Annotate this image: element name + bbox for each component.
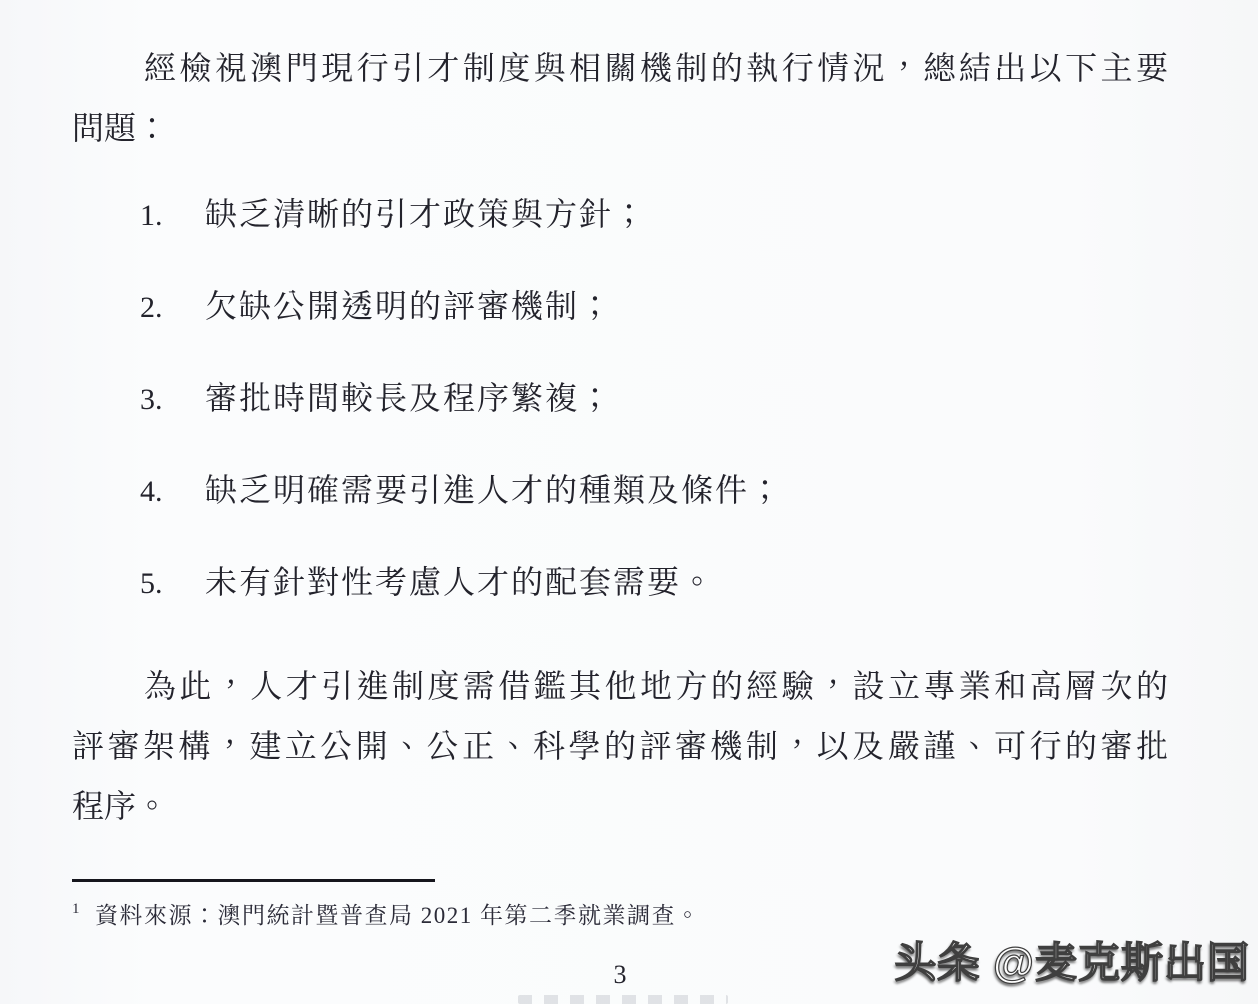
issue-number: 1.: [140, 199, 163, 232]
conclusion-line-2: 評審架構，建立公開、公正、科學的評審機制，以及嚴謹、可行的審批: [72, 728, 1168, 764]
conclusion-line-3: 程序。: [72, 788, 169, 824]
footnote-text: 資料來源：澳門統計暨普查局 2021 年第二季就業調查。: [95, 903, 701, 928]
issue-number: 3.: [140, 383, 163, 416]
issue-text: 缺乏清晰的引才政策與方針；: [205, 196, 648, 232]
intro-line-1: 經檢視澳門現行引才制度與相關機制的執行情況，總結出以下主要: [144, 50, 1168, 86]
footnote-divider: [72, 879, 435, 882]
text-column: [72, 38, 1168, 990]
issue-list: [72, 192, 1168, 606]
conclusion-paragraph: [72, 656, 1168, 836]
issue-number: 2.: [140, 291, 163, 324]
page-number: 3: [613, 960, 627, 989]
conclusion-line-1: 為此，人才引進制度需借鑑其他地方的經驗，設立專業和高層次的: [144, 668, 1168, 704]
issue-number: 4.: [140, 475, 163, 508]
issue-item-5: [72, 560, 1168, 606]
issue-item-4: [72, 468, 1168, 514]
issue-text: 審批時間較長及程序繁複；: [205, 380, 614, 416]
issue-text: 缺乏明確需要引進人才的種類及條件；: [205, 472, 784, 508]
issue-item-3: [72, 376, 1168, 422]
issue-text: 欠缺公開透明的評審機制；: [205, 288, 614, 324]
toutiao-watermark: 头条 @麦克斯出国: [894, 939, 1250, 986]
issue-number: 5.: [140, 567, 163, 600]
footnote-marker: 1: [72, 901, 81, 917]
cutoff-text-artifact: [518, 995, 728, 1004]
intro-line-2: 問題：: [72, 110, 169, 146]
issue-item-2: [72, 284, 1168, 330]
intro-paragraph: [72, 38, 1168, 158]
footnote: [72, 894, 1168, 931]
issue-text: 未有針對性考慮人才的配套需要。: [205, 564, 716, 600]
issue-item-1: [72, 192, 1168, 238]
